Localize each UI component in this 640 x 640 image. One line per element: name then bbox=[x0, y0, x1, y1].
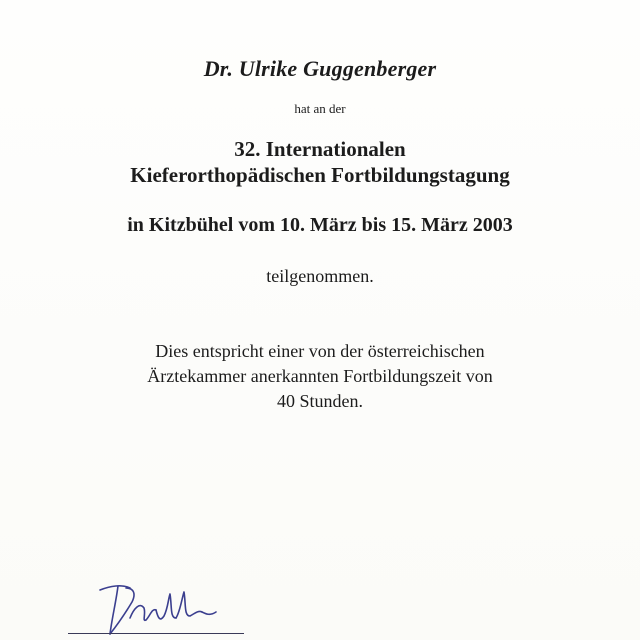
accreditation-statement-line-2: Ärztekammer anerkannten Fortbildungszeit von bbox=[147, 366, 493, 386]
recipient-name: Dr. Ulrike Guggenberger bbox=[203, 56, 437, 81]
intro-text: hat an der bbox=[294, 101, 346, 116]
event-title-line-1: 32. Internationalen bbox=[234, 137, 406, 161]
signature-line bbox=[68, 633, 244, 634]
handwritten-signature bbox=[60, 572, 260, 640]
accreditation-statement-line-3: 40 Stunden. bbox=[276, 391, 363, 411]
accreditation-statement-line-1: Dies entspricht einer von der österreichischen bbox=[155, 341, 485, 361]
event-title-line-2: Kieferorthopädischen Fortbildungstagung bbox=[130, 163, 510, 187]
event-place-date: in Kitzbühel vom 10. März bis 15. März 2003 bbox=[127, 214, 513, 236]
participation-text: teilgenommen. bbox=[266, 266, 374, 286]
